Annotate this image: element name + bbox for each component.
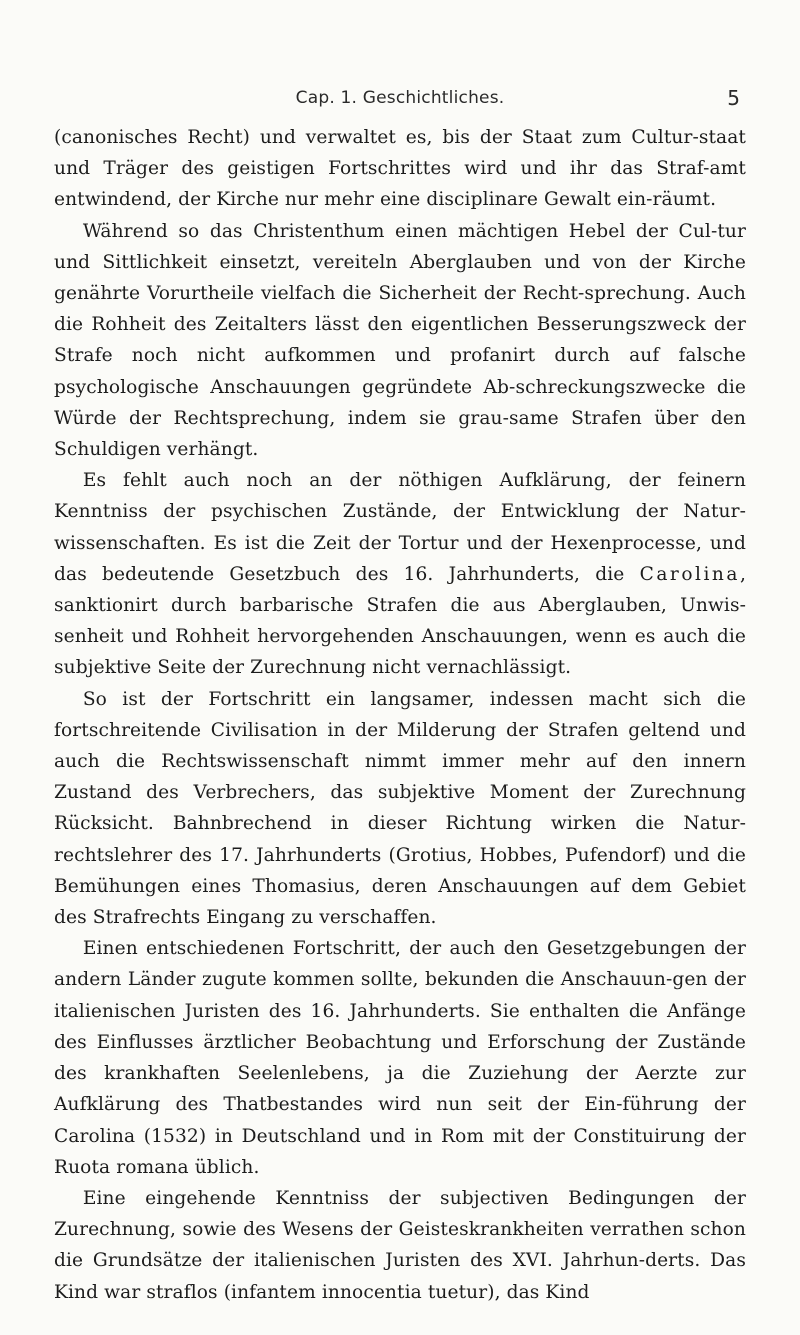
book-page — [54, 80, 746, 1308]
paragraph-3 — [54, 465, 746, 683]
carolina-emphasis: Carolina — [639, 563, 740, 585]
paragraph-2: Während so das Christenthum einen mächtigen Hebel der Cul-tur und Sittlichkeit einsetzt, vereiteln Aberglauben und von der Kirche genährte Vorurtheile vielfach die Sicherheit der Recht-sprechung. Auch die Rohheit des Zeitalters lässt den eigentlichen Besserungszweck der Strafe noch nicht aufkommen und profanirt durch auf falsche psychologische Anschauungen gegründete Ab-schreckungszwecke die Würde der Rechtsprechung, indem sie grau-same Strafen über den Schuldigen verhängt. — [54, 220, 746, 461]
running-title: Cap. 1. Geschichtliches. — [295, 88, 505, 108]
running-header — [54, 80, 746, 116]
paragraph-1: (canonisches Recht) und verwaltet es, bis der Staat zum Cultur-staat und Träger des geistigen Fortschrittes wird und ihr das Straf-amt entwindend, der Kirche nur mehr eine disciplinare Gewalt ein-räumt. — [54, 127, 746, 211]
paragraph-3-text-start: Es fehlt auch noch an der nöthigen Aufklärung, der feinern Kenntniss der psychischen Zustände, der Entwicklung der Natur-wissenschaften. Es ist die Zeit der Tortur und der Hexenprocesse, und das bedeutende Gesetzbuch des 16. Jahrhunderts, die — [54, 470, 746, 585]
paragraph-6: Eine eingehende Kenntniss der subjectiven Bedingungen der Zurechnung, sowie des Wesens der Geisteskrankheiten verrathen schon die Grundsätze der italienischen Juristen des XVI. Jahrhun-derts. Das Kind war straflos (infantem innocentia tuetur), das Kind — [54, 1187, 746, 1303]
page-number: 5 — [727, 86, 740, 110]
paragraph-5: Einen entschiedenen Fortschritt, der auch den Gesetzgebungen der andern Länder zugute kommen sollte, bekunden die Anschauun-gen der italienischen Juristen des 16. Jahrhunderts. Sie enthalten die Anfänge des Einflusses ärztlicher Beobachtung und Erforschung der Zustände des krankhaften Seelenlebens, ja die Zuziehung der Aerzte zur Aufklärung des Thatbestandes wird nun seit der Ein-führung der Carolina (1532) in Deutschland und in Rom mit der Constituirung der Ruota romana üblich. — [54, 938, 746, 1178]
paragraph-3-text-end: , sanktionirt durch barbarische Strafen die aus Aberglauben, Unwis-senheit und Rohheit hervorgehenden Anschauungen, wenn es auch die subjektive Seite der Zurechnung nicht vernachlässigt. — [54, 563, 746, 679]
body-text — [54, 122, 746, 1308]
paragraph-4: So ist der Fortschritt ein langsamer, indessen macht sich die fortschreitende Civilisation in der Milderung der Strafen geltend und auch die Rechtswissenschaft nimmt immer mehr auf den innern Zustand des Verbrechers, das subjektive Moment der Zurechnung Rücksicht. Bahnbrechend in dieser Richtung wirken die Natur-rechtslehrer des 17. Jahrhunderts (Grotius, Hobbes, Pufendorf) und die Bemühungen eines Thomasius, deren Anschauungen auf dem Gebiet des Strafrechts Eingang zu verschaffen. — [54, 688, 746, 929]
